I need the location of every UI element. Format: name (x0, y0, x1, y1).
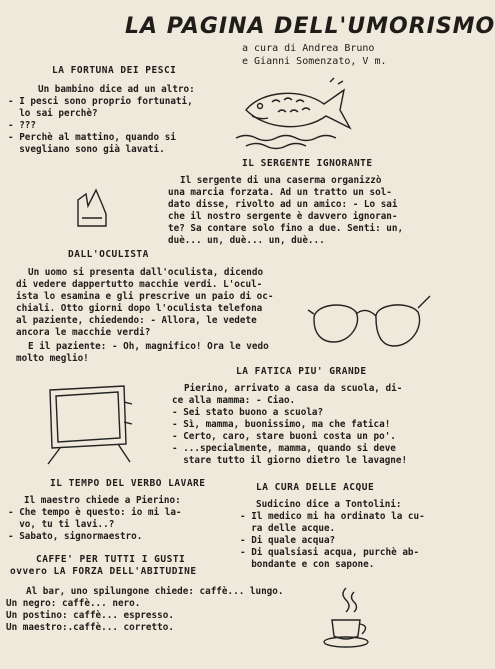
subheading-forza-abitudine: ovvero LA FORZA DELL'ABITUDINE (10, 566, 197, 577)
text-line: al paziente, chiedendo: - Allora, le vedete (16, 315, 257, 326)
heading-sergente-ignorante: IL SERGENTE IGNORANTE (242, 158, 373, 169)
text-line: ra delle acque. (240, 523, 336, 534)
text-line: - I pesci sono proprio fortunati, (8, 96, 193, 107)
text-line: E il paziente: - Oh, magnifico! Ora le vedo (28, 341, 269, 352)
text-line: - Perchè al mattino, quando si (8, 132, 176, 143)
text-line: Un maestro:.caffè... corretto. (6, 622, 174, 633)
text-line: duè... un, duè... un, duè... (168, 235, 325, 246)
text-line: di vedere dappertutto macchie verdi. L'ocul- (16, 279, 263, 290)
page-title: LA PAGINA DELL'UMORISMO (125, 14, 495, 39)
text-line: Il sergente di una caserma organizzò (180, 175, 382, 186)
text-line: - Sì, mamma, buonissimo, ma che fatica! (172, 419, 391, 430)
text-line: - Sabato, signormaestro. (8, 531, 143, 542)
text-line: Il maestro chiede a Pierino: (24, 495, 181, 506)
text-line: ista lo esamina e gli prescrive un paio di oc- (16, 291, 274, 302)
text-line: ancora le macchie verdi? (16, 327, 151, 338)
heading-verbo-lavare: IL TEMPO DEL VERBO LAVARE (50, 478, 206, 489)
blackboard-icon (40, 382, 136, 466)
heading-fatica-grande: LA FATICA PIU' GRANDE (236, 366, 367, 377)
text-line: - ...specialmente, mamma, quando si deve (172, 443, 396, 454)
text-line: - ??? (8, 120, 36, 131)
text-line: dato disse, rivolto ad un amico: - Lo sai (168, 199, 398, 210)
credit-line-1: a cura di Andrea Bruno (242, 43, 375, 54)
text-line: - Di qualsiasi acqua, purchè ab- (240, 547, 420, 558)
text-line: te? Sa contare solo fino a due. Senti: un, (168, 223, 404, 234)
text-line: - Di quale acqua? (240, 535, 336, 546)
text-line: Pierino, arrivato a casa da scuola, di- (184, 383, 403, 394)
text-line: molto meglio! (16, 353, 89, 364)
text-line: bondante e con sapone. (240, 559, 375, 570)
shoe-icon (72, 186, 112, 230)
text-line: stare tutto il giorno dietro le lavagne! (172, 455, 408, 466)
text-line: ce alla mamma: - Ciao. (172, 395, 296, 406)
text-line: - Certo, caro, stare buoni costa un po'. (172, 431, 396, 442)
text-line: che il nostro sergente è davvero ignoran- (168, 211, 398, 222)
text-line: Un bambino dice ad un altro: (38, 84, 195, 95)
text-line: svegliano sono già lavati. (8, 144, 165, 155)
text-line: vo, tu ti lavi..? (8, 519, 115, 530)
credit-line-2: e Gianni Somenzato, V m. (242, 56, 387, 67)
heading-oculista: DALL'OCULISTA (68, 249, 149, 260)
text-line: Un uomo si presenta dall'oculista, dicendo (28, 267, 264, 278)
coffee-cup-icon (320, 584, 376, 652)
text-line: Un negro: caffè... nero. (6, 598, 141, 609)
heading-caffe-gusti: CAFFE' PER TUTTI I GUSTI (36, 554, 186, 565)
eyeglasses-icon (306, 290, 432, 358)
text-line: chiali. Otto giorni dopo l'oculista telefona (16, 303, 263, 314)
fish-icon (232, 76, 362, 148)
text-line: - Sei stato buono a scuola? (172, 407, 324, 418)
text-line: Al bar, uno spilungone chiede: caffè... lungo. (26, 586, 284, 597)
heading-fortuna-pesci: LA FORTUNA DEI PESCI (52, 65, 177, 76)
text-line: Sudicino dice a Tontolini: (256, 499, 402, 510)
text-line: Un postino: caffè... espresso. (6, 610, 174, 621)
text-line: lo sai perchè? (8, 108, 98, 119)
text-line: una marcia forzata. Ad un tratto un sol- (168, 187, 392, 198)
heading-cura-acque: LA CURA DELLE ACQUE (256, 482, 375, 493)
text-line: - Che tempo è questo: io mi la- (8, 507, 182, 518)
text-line: - Il medico mi ha ordinato la cu- (240, 511, 425, 522)
